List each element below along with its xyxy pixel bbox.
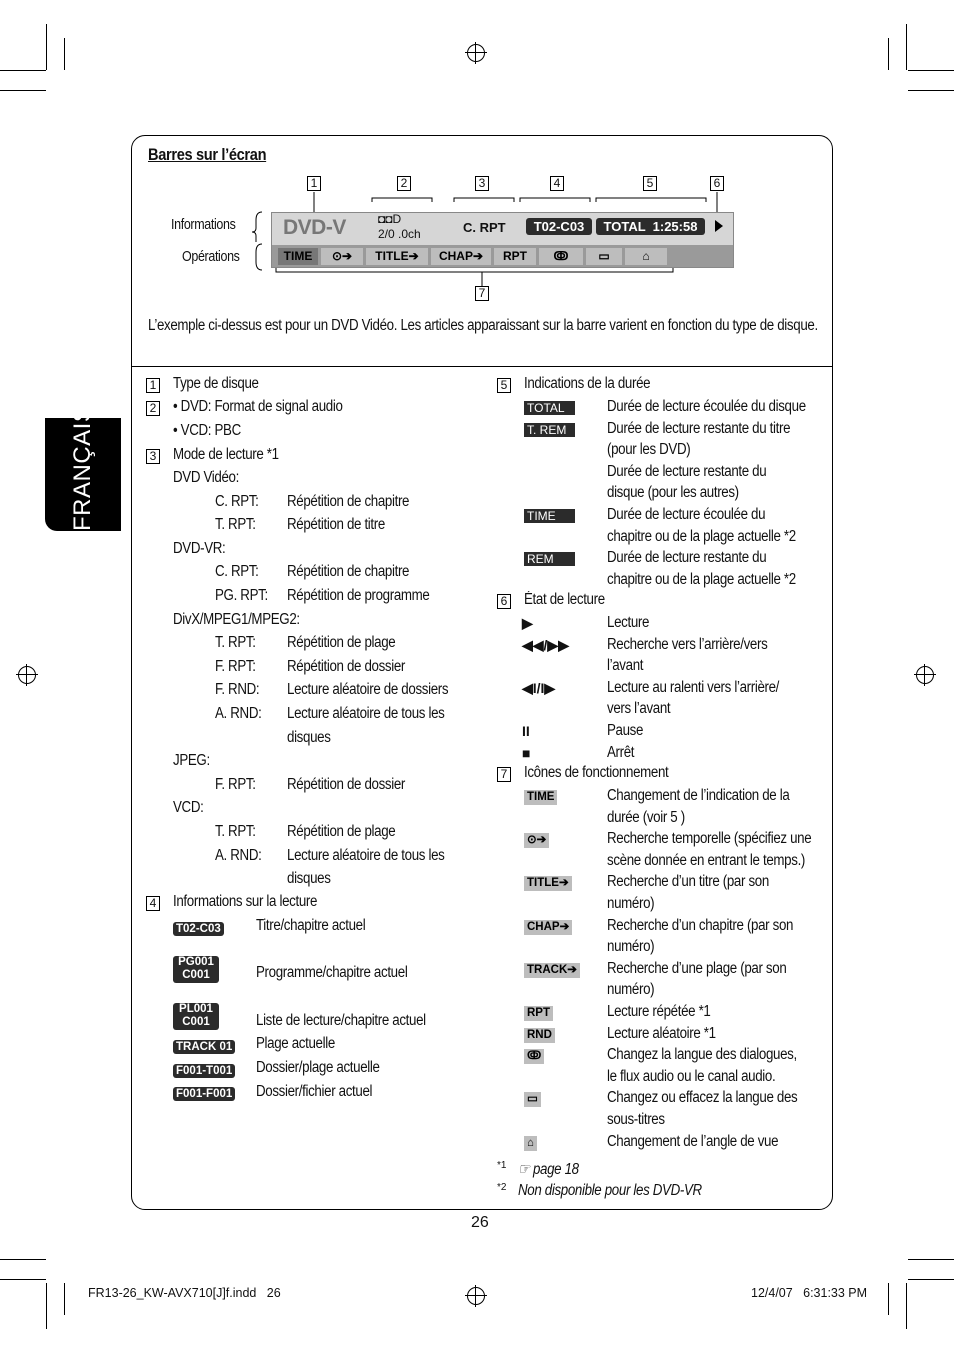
time-description: disque (pour les autres) [607, 484, 739, 502]
operation-description: Recherche d’un titre (par son [607, 873, 769, 891]
op-audio-icon[interactable]: ↂ [539, 248, 583, 265]
label-informations: Informations [171, 217, 236, 233]
playback-info-description: Plage actuelle [256, 1035, 335, 1052]
playback-state-icon: ▶ [522, 615, 533, 631]
play-state-icon [715, 220, 723, 232]
registration-mark-icon [465, 42, 487, 64]
section-number: 7 [497, 767, 511, 782]
crop-mark [888, 1283, 889, 1315]
total-time: TOTAL 1:25:58 [596, 218, 705, 235]
mode-description: Répétition de plage [287, 823, 396, 840]
mode-code: A. RND: [215, 705, 262, 722]
section-divider [131, 366, 833, 367]
playback-info-description: Liste de lecture/chapitre actuel [256, 1012, 426, 1029]
registration-mark-icon [914, 664, 936, 686]
mode-code: F. RPT: [215, 657, 256, 675]
mode-description: Lecture aléatoire de tous les [287, 846, 445, 864]
operation-description: numéro) [607, 895, 655, 912]
state-description: l’avant [607, 657, 644, 675]
crop-mark [0, 70, 46, 71]
footnote-mark: *2 [497, 1182, 507, 1193]
operation-description: Changez ou effacez la langue des [607, 1089, 798, 1107]
group-label: DivX/MPEG1/MPEG2: [173, 610, 300, 628]
operation-icon: ▭ [524, 1092, 541, 1107]
time-description: Durée de lecture écoulée du disque [607, 398, 806, 415]
mode-description: Répétition de titre [287, 516, 385, 534]
playback-info-description: Programme/chapitre actuel [256, 964, 408, 981]
playback-info-description: Dossier/fichier actuel [256, 1083, 373, 1100]
time-description: (pour les DVD) [607, 441, 691, 459]
section-heading: Type de disque [173, 375, 259, 392]
operation-description: Lecture aléatoire *1 [607, 1024, 716, 1042]
operation-description: Recherche temporelle (spécifiez une [607, 830, 812, 848]
badge-line: PL001 [179, 1003, 213, 1015]
time-description: Durée de lecture écoulée du [607, 506, 766, 523]
badge-line: PG001 [178, 956, 214, 968]
label-operations: Opérations [182, 249, 240, 265]
playback-state-icon: ■ [522, 744, 531, 761]
group-label: DVD-VR: [173, 539, 226, 557]
mode-description: Répétition de programme [287, 587, 430, 604]
operation-description: numéro) [607, 981, 655, 999]
crop-mark [0, 1259, 46, 1260]
crop-mark [0, 90, 46, 91]
op-subtitle-icon[interactable]: ▭ [586, 248, 622, 265]
time-description: Durée de lecture restante du [607, 462, 767, 480]
section-heading: Icônes de fonctionnement [524, 764, 669, 781]
footnote-mark: *1 [497, 1160, 507, 1171]
section-number: 3 [146, 449, 160, 464]
mode-code: T. RPT: [215, 823, 256, 840]
crop-mark [46, 24, 47, 70]
operation-description: scène donnée en entrant le temps.) [607, 851, 806, 869]
time-description: chapitre ou de la plage actuelle *2 [607, 570, 796, 588]
registration-mark-icon [16, 664, 38, 686]
mode-code: C. RPT: [215, 492, 259, 510]
audio-channels: 2/0 .0ch [378, 227, 421, 241]
playback-state-icon: ◀◀/▶▶ [522, 636, 569, 653]
state-description: Lecture au ralenti vers l’arrière/ [607, 678, 780, 696]
playback-info-badge: TRACK 01 [173, 1040, 235, 1054]
callout-number: 4 [550, 176, 564, 191]
crop-mark [64, 1283, 65, 1315]
section-title: Barres sur l’écran [148, 145, 267, 164]
time-description: Durée de lecture restante du [607, 549, 767, 567]
playback-mode: C. RPT [463, 220, 506, 235]
op-chap-button[interactable]: CHAP➔ [431, 248, 491, 265]
callout-number: 3 [475, 176, 489, 191]
op-angle-icon[interactable]: ⌂ [625, 248, 667, 265]
state-description: Arrêt [607, 743, 635, 761]
audio-format-code: D [392, 212, 402, 226]
crop-mark [46, 1283, 47, 1329]
operation-description: le flux audio ou le canal audio. [607, 1067, 776, 1085]
crop-mark [0, 1279, 46, 1280]
state-description: Lecture [607, 614, 650, 631]
mode-code: C. RPT: [215, 563, 259, 581]
crop-mark [888, 38, 889, 70]
mode-code: A. RND: [215, 846, 262, 864]
time-description: Durée de lecture restante du titre [607, 419, 791, 437]
mode-code: PG. RPT: [215, 587, 268, 604]
operation-description: Recherche d’un chapitre (par son [607, 916, 794, 934]
time-badge: TIME [524, 509, 575, 523]
playback-info-description: Titre/chapitre actuel [256, 917, 366, 934]
dolby-icon: ◘◘ [378, 212, 393, 226]
operation-description: Changement de l’indication de la [607, 787, 790, 804]
time-description: chapitre ou de la plage actuelle *2 [607, 527, 796, 545]
section-heading: État de lecture [524, 591, 605, 608]
operation-icon: RND [524, 1028, 555, 1043]
crop-mark [908, 1259, 954, 1260]
callout-number: 5 [643, 176, 657, 191]
playback-info-badge [173, 1003, 219, 1030]
playback-state-icon: II [522, 723, 530, 739]
section-heading: Mode de lecture *1 [173, 446, 279, 463]
crop-mark [64, 38, 65, 70]
slug-left: FR13-26_KW-AVX710[J]f.indd 26 [88, 1286, 281, 1300]
language-tab [45, 405, 121, 531]
crop-mark [908, 70, 954, 71]
chapter-indicator: T02-C03 [526, 218, 592, 235]
audio-format [378, 213, 401, 226]
mode-code: F. RPT: [215, 775, 256, 793]
section-number: 1 [146, 378, 160, 393]
playback-state-icon: ◀I/I▶ [522, 679, 556, 696]
op-rpt-button[interactable]: RPT [494, 248, 536, 265]
state-description: Recherche vers l’arrière/vers [607, 635, 768, 653]
callout-number: 2 [397, 176, 411, 191]
language-tab-label: FRANÇAIS [69, 405, 96, 531]
mode-code: T. RPT: [215, 516, 256, 534]
operation-icon: ⊙➔ [524, 833, 549, 848]
section-number: 2 [146, 401, 160, 416]
crop-mark [906, 24, 907, 70]
page-number: 26 [471, 1214, 489, 1231]
list-item: • VCD: PBC [173, 422, 241, 439]
operation-description: Recherche d’une plage (par son [607, 959, 787, 977]
mode-description: disques [287, 870, 331, 888]
crop-mark [906, 1283, 907, 1329]
op-title-button[interactable]: TITLE➔ [366, 248, 428, 265]
playback-info-badge [173, 956, 219, 983]
operation-icon: ⌂ [524, 1136, 537, 1151]
footnote-text: ☞ page 18 [518, 1161, 579, 1178]
mode-description: Lecture aléatoire de dossiers [287, 681, 449, 699]
operation-icon: TRACK➔ [524, 963, 580, 978]
callout-number: 6 [710, 176, 724, 191]
mode-description: disques [287, 728, 331, 746]
mode-description: Répétition de plage [287, 634, 396, 652]
mode-description: Répétition de dossier [287, 775, 406, 793]
group-label: JPEG: [173, 752, 210, 770]
operation-description: numéro) [607, 938, 655, 956]
callout-number: 7 [475, 286, 489, 301]
section-heading: Indications de la durée [524, 375, 651, 392]
group-label: DVD Vidéo: [173, 469, 239, 486]
mode-description: Répétition de dossier [287, 657, 406, 675]
operation-description: Changez la langue des dialogues, [607, 1046, 797, 1064]
badge-line: C001 [182, 1016, 210, 1028]
operation-icon: ↂ [524, 1049, 544, 1064]
crop-mark [908, 1279, 954, 1280]
registration-mark-icon [465, 1285, 487, 1307]
time-badge: TOTAL [524, 401, 575, 415]
section-number: 5 [497, 378, 511, 393]
op-time-search-button[interactable]: ⊙➔ [321, 248, 363, 265]
operation-description: Lecture répétée *1 [607, 1003, 711, 1020]
mode-description: Répétition de chapitre [287, 492, 410, 510]
crop-mark [908, 90, 954, 91]
op-time-button[interactable]: TIME [278, 248, 318, 265]
playback-info-badge: T02-C03 [173, 922, 224, 936]
operation-description: Changement de l’angle de vue [607, 1132, 779, 1150]
slug-right: 12/4/07 6:31:33 PM [751, 1286, 868, 1300]
section-number: 6 [497, 594, 511, 609]
group-label: VCD: [173, 799, 204, 817]
operation-description: durée (voir 5 ) [607, 808, 685, 826]
badge-line: C001 [182, 969, 210, 981]
section-heading: Informations sur la lecture [173, 893, 318, 910]
intro-note: L’exemple ci-dessus est pour un DVD Vidéo. Les articles apparaissant sur la barre varient en fonction du type de disque. [148, 317, 818, 334]
section-number: 4 [146, 896, 160, 911]
mode-description: Lecture aléatoire de tous les [287, 705, 445, 722]
mode-code: T. RPT: [215, 634, 256, 652]
time-badge: REM [524, 552, 575, 566]
operation-icon: RPT [524, 1006, 553, 1021]
mode-code: F. RND: [215, 681, 260, 699]
playback-info-description: Dossier/plage actuelle [256, 1059, 380, 1076]
operation-icon: TIME [524, 790, 557, 805]
playback-info-badge: F001-T001 [173, 1064, 235, 1078]
playback-info-badge: F001-F001 [173, 1087, 235, 1101]
mode-description: Répétition de chapitre [287, 563, 410, 581]
state-description: vers l’avant [607, 700, 671, 718]
footnote-text: Non disponible pour les DVD-VR [518, 1182, 702, 1199]
callout-number: 1 [307, 176, 321, 191]
operation-icon: TITLE➔ [524, 876, 572, 891]
state-description: Pause [607, 722, 644, 739]
operation-icon: CHAP➔ [524, 920, 572, 935]
list-item: • DVD: Format de signal audio [173, 398, 343, 415]
time-badge: T. REM [524, 423, 575, 437]
disc-type: DVD-V [283, 216, 346, 239]
operation-description: sous-titres [607, 1111, 665, 1128]
